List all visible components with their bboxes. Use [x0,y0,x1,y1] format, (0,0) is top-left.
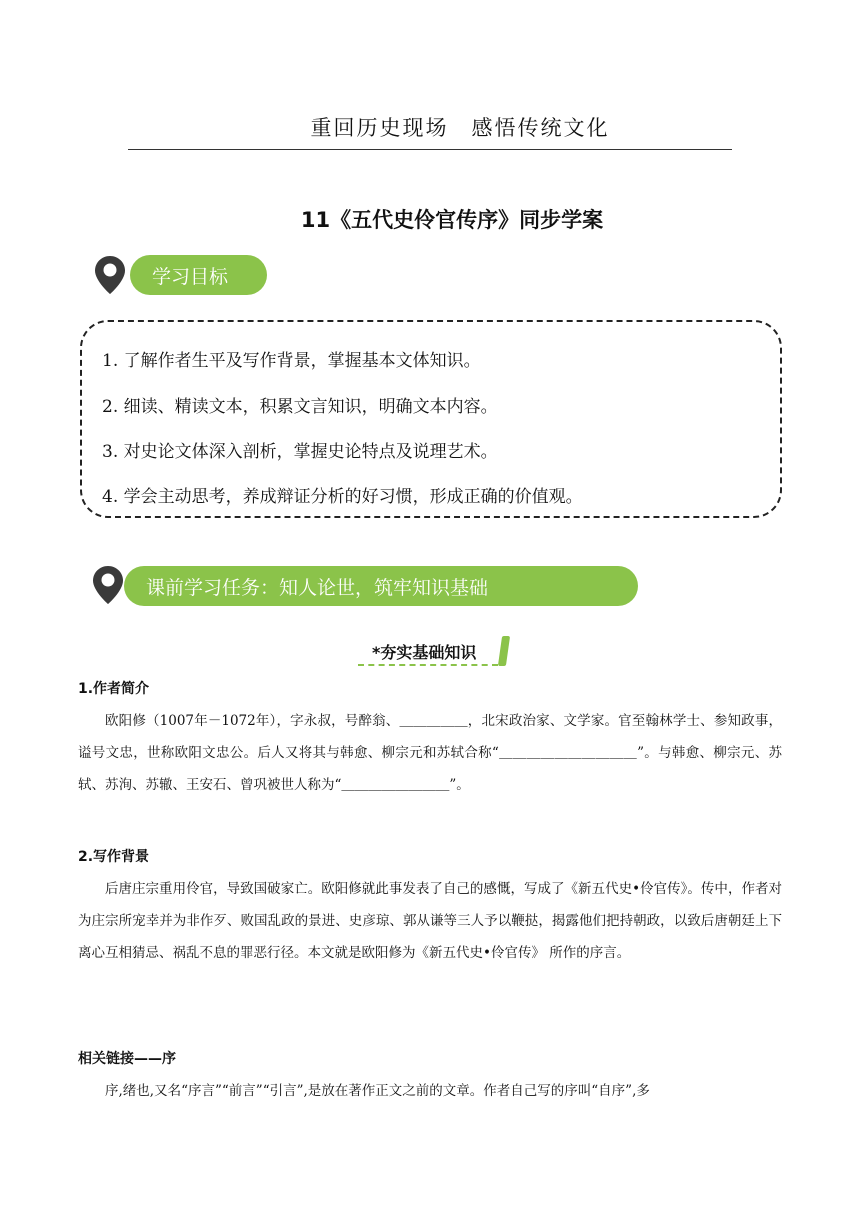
location-pin-icon [94,255,126,295]
section-paragraph: 后唐庄宗重用伶官，导致国破家亡。欧阳修就此事发表了自己的感慨，写成了《新五代史•伶官传》。传中，作者对为庄宗所宠幸并为非作歹、败国乱政的景进、史彦琼、郭从谦等三人予以鞭挞，揭露他们把持朝政，以致后唐朝廷上下离心互相猜忌、祸乱不息的罪恶行径。本文就是欧阳修为《新五代史•伶官传》 所作的序言。 [78,881,782,961]
subheading-accent-bar [498,636,510,666]
goal-item: 2. 细读、精读文本，积累文言知识，明确文本内容。 [102,397,498,417]
section-paragraph: 欧阳修（1007年－1072年），字永叔，号醉翁、＿＿＿＿＿，北宋政治家、文学家。官至翰林学士、参知政事，谥号文忠，世称欧阳文忠公。后人又将其与韩愈、柳宗元和苏轼合称“＿＿＿＿＿＿＿＿＿＿”。与韩愈、柳宗元、苏轼、苏洵、苏辙、王安石、曾巩被世人称为“＿＿＿＿＿＿＿＿”。 [78,713,782,793]
document-title: 11《五代史伶官传序》同步学案 [300,208,604,232]
pre-class-task-label [124,566,638,606]
pre-class-task-label-text: 课前学习任务：知人论世，筑牢知识基础 [146,576,489,599]
section-heading: 2.写作背景 [78,849,150,865]
section-paragraph: 序,绪也,又名“序言”“前言”“引言”,是放在著作正文之前的文章。作者自己写的序叫“自序”,多 [105,1083,650,1099]
learning-goals-label-text: 学习目标 [152,265,229,288]
location-pin-icon [92,565,124,605]
goal-item: 4. 学会主动思考，养成辩证分析的好习惯，形成正确的价值观。 [102,487,583,507]
subheading: *夯实基础知识 [372,643,477,662]
learning-goals-label [130,255,267,295]
goal-item: 1. 了解作者生平及写作背景，掌握基本文体知识。 [102,351,481,371]
section-heading: 1.作者简介 [78,681,150,697]
header-divider [128,149,732,150]
goal-item: 3. 对史论文体深入剖析，掌握史论特点及说理艺术。 [102,442,498,462]
section-heading: 相关链接——序 [78,1051,176,1067]
header-title: 重回历史现场 感悟传统文化 [310,116,610,140]
subheading-underline [358,664,498,666]
